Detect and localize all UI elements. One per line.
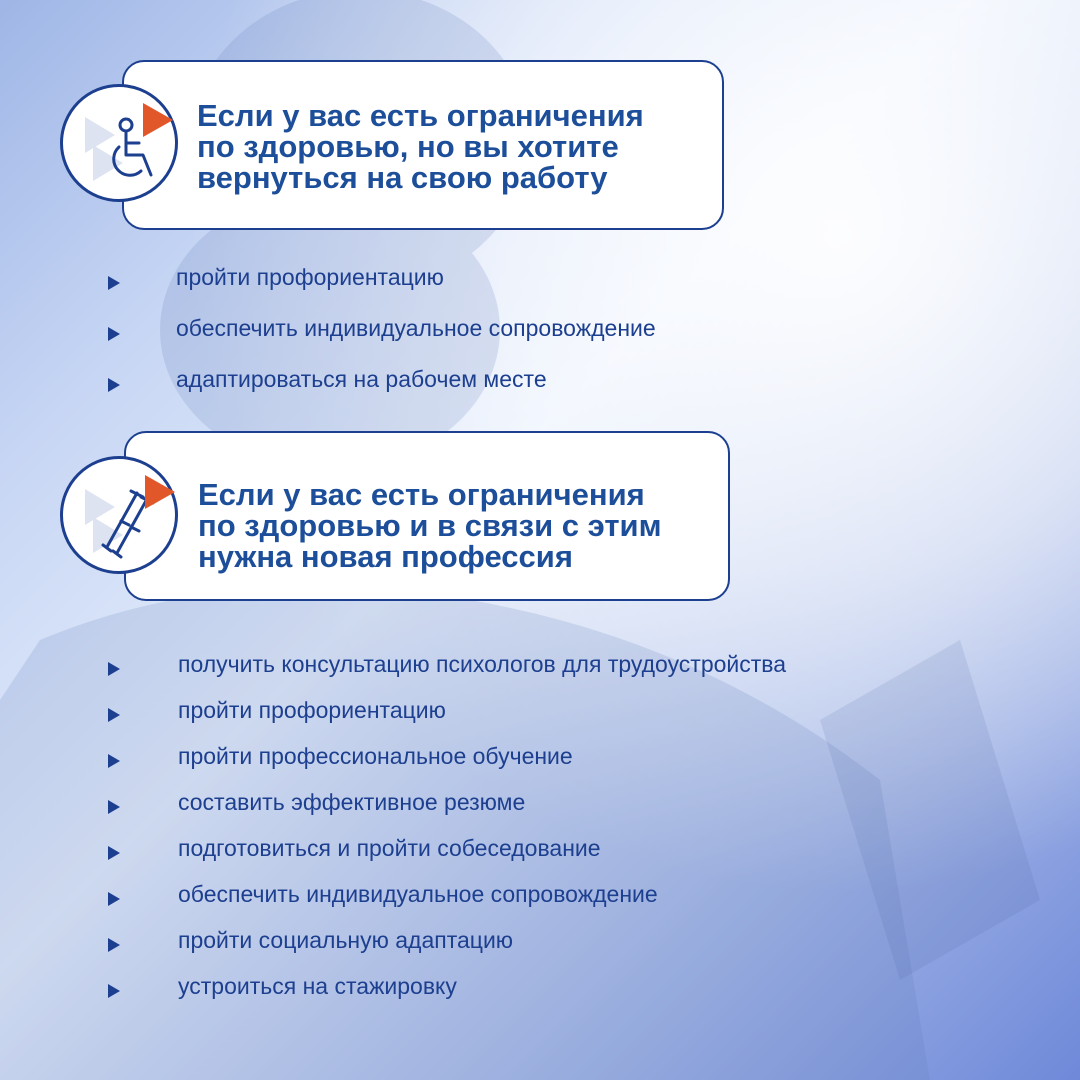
list-item-text: устроиться на стажировку — [178, 973, 457, 999]
bullet-icon — [108, 708, 120, 722]
list-item-text: подготовиться и пройти собеседование — [178, 835, 601, 861]
list-item-text: пройти профориентацию — [178, 697, 446, 723]
wheelchair-icon — [63, 87, 181, 205]
list-item-text: обеспечить индивидуальное сопровождение — [178, 881, 658, 907]
list-item-text: пройти профориентацию — [176, 264, 444, 290]
bullet-icon — [108, 276, 120, 290]
bullet-icon — [108, 327, 120, 341]
section-1-card — [122, 60, 724, 230]
bullet-icon — [108, 846, 120, 860]
section-2-icon-badge — [60, 456, 178, 574]
bullet-icon — [108, 892, 120, 906]
list-item-text: адаптироваться на рабочем месте — [176, 366, 547, 392]
crutches-icon — [63, 459, 181, 577]
list-item-text: обеспечить индивидуальное сопровождение — [176, 315, 656, 341]
bullet-icon — [108, 938, 120, 952]
section-1-icon-badge — [60, 84, 178, 202]
list-item-text: получить консультацию психологов для трудоустройства — [178, 651, 787, 677]
bullet-icon — [108, 662, 120, 676]
list-item-text: пройти социальную адаптацию — [178, 927, 514, 953]
section-2-title: Если у вас есть ограничения по здоровью и в связи с этим нужна новая профессия — [198, 477, 662, 574]
bullet-icon — [108, 378, 120, 392]
bullet-icon — [108, 754, 120, 768]
section-1-title: Если у вас есть ограничения по здоровью, но вы хотите вернуться на свою работу — [197, 98, 644, 195]
bullet-icon — [108, 800, 120, 814]
bullet-icon — [108, 984, 120, 998]
list-item-text: составить эффективное резюме — [178, 789, 526, 815]
section-2-card — [124, 431, 730, 601]
list-item-text: пройти профессиональное обучение — [178, 743, 573, 769]
